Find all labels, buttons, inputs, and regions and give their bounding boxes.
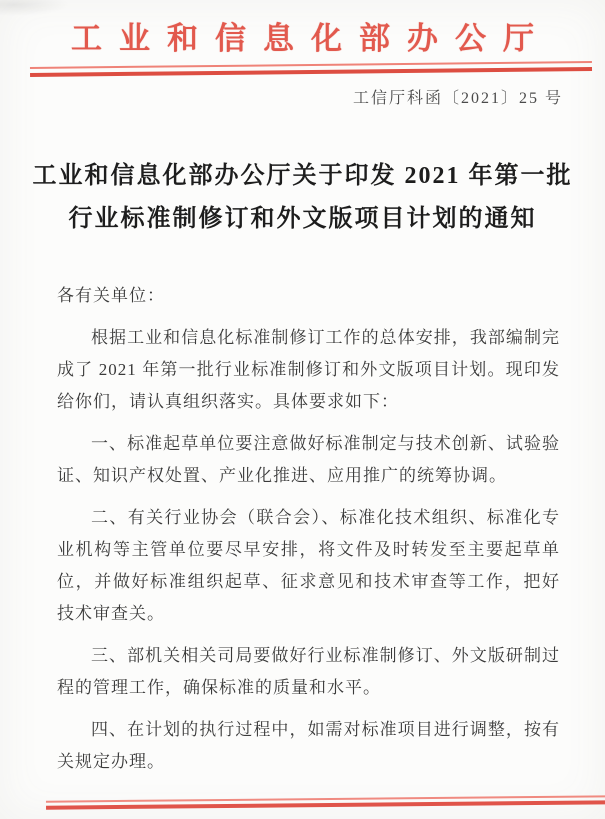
- paragraph-item-3: 三、部机关相关司局要做好行业标准制修订、外文版研制过程的管理工作，确保标准的质量和水平。: [57, 646, 560, 697]
- paragraph-item-2: 二、有关行业协会（联合会）、标准化技术组织、标准化专业机构等主管单位要尽早安排，将文件及时转发至主要起草单位，并做好标准组织起草、征求意见和技术审查等工作，把好技术审查关。: [57, 508, 560, 623]
- document-title-line-1: 工业和信息化部办公厅关于印发 2021 年第一批: [32, 163, 573, 189]
- document-number: 工信厅科函〔2021〕25 号: [352, 90, 563, 107]
- document-body: [57, 280, 560, 788]
- document-title: [28, 155, 577, 241]
- letterhead-agency-name: 工业和信息化部办公厅: [71, 21, 551, 56]
- letterhead-divider-rule: [30, 61, 592, 77]
- salutation: 各有关单位：: [57, 286, 165, 305]
- footer-divider-rule: [46, 795, 605, 809]
- paragraph-item-1: 一、标准起草单位要注意做好标准制定与技术创新、试验验证、知识产权处置、产业化推进、应用推广的统筹协调。: [57, 434, 560, 485]
- paragraph-intro: 根据工业和信息化标准制修订工作的总体安排，我部编制完成了 2021 年第一批行业标准制修订和外文版项目计划。现印发给你们，请认真组织落实。具体要求如下：: [57, 328, 560, 411]
- document-title-line-2: 行业标准制修订和外文版项目计划的通知: [68, 206, 537, 232]
- paragraph-item-4: 四、在计划的执行过程中，如需对标准项目进行调整，按有关规定办理。: [57, 720, 560, 771]
